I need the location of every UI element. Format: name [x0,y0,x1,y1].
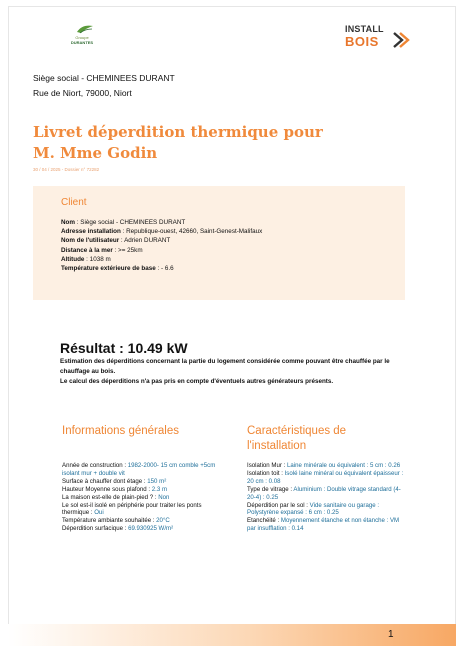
list-item: Le sol est-il isolé en périphérie pour traiter les ponts thermique : Oui [62,501,202,517]
logo-left-line1: Groupe [75,35,89,40]
client-row: Adresse installation : Republique-ouest, 42660, Saint-Genest-Malifaux [61,228,263,236]
list-item: Type de vitrage : Aluminium : Double vitrage standard (4-20-4) : 0.25 [247,485,401,501]
company-name: Siège social - CHEMINEES DURANT [33,73,175,83]
list-item: Hauteur Moyenne sous plafond : 2.3 m [62,485,168,493]
client-heading: Client [61,197,87,208]
list-item: Déperdition par le sol : Vide sanitaire ou garage : Polystyrène expansé : 6 cm : 0.25 [247,501,380,517]
list-item: Isolation Mur : Laine minérale ou équivalent : 5 cm : 0.26 [247,462,401,469]
list-item: Température ambiante souhaitée : 20°C [62,517,170,525]
result-description [60,357,390,387]
characteristics-heading-line2: l'installation [247,440,307,452]
list-item: Isolation toit : Isolé laine minéral ou équivalent épaisseur : 20 cm : 0.08 [247,469,404,485]
page [8,6,456,646]
client-row: Nom : Siège social - CHEMINEES DURANT [61,219,186,226]
page-number: 1 [388,629,394,640]
client-row: Altitude : 1038 m [61,255,111,263]
logo-right-line1: INSTALL [345,24,384,34]
company-address: Rue de Niort, 79000, Niort [33,88,132,98]
logo-left-line2: DURANTES [70,40,94,45]
general-info-list [62,462,227,533]
client-row: Nom de l'utilisateur : Adrien DURANT [61,237,171,245]
characteristics-heading [247,424,397,454]
flame-chevron-icon [391,31,411,49]
client-row: Distance à la mer : >= 25km [61,246,143,254]
result-line1: Estimation des déperditions concernant la partie du logement considérée comme pouvant être chauffée par le chauffage au bois. [60,358,390,375]
result-line2: Le calcul des déperditions n'a pas pris en compte d'éventuels autres générateurs présents. [60,378,334,385]
document-meta: 30 / 04 / 2025 - Dossier n° 72282 [33,167,100,172]
install-bois-logo [343,22,415,52]
list-item: Déperdition surfacique : 69.930925 W/m² [62,525,174,533]
leaf-icon [76,24,94,34]
client-details [61,218,262,273]
characteristics-heading-line1: Caractéristiques de [247,425,347,437]
document-title [33,122,333,164]
client-section [33,186,405,300]
durantes-logo [52,24,112,50]
characteristics-list [247,462,409,533]
logo-right-line2: BOIS [345,34,379,49]
document-title-line1: Livret déperdition thermique pour [33,123,323,141]
company-block [33,71,175,101]
list-item: La maison est-elle de plain-pied ? : Non [62,493,170,501]
document-title-line2: M. Mme Godin [33,144,158,162]
list-item: Surface à chauffer dont étage : 150 m² [62,477,167,485]
list-item: Etanchéité : Moyennement étanche et non étanche : VM par insufflation : 0.14 [247,517,400,533]
list-item: Année de construction : 1982-2000- 15 cm comble +5cm isolant mur + double vit [62,462,216,477]
client-row: Température extérieure de base : - 6.6 [61,265,174,273]
general-info-heading: Informations générales [62,425,179,437]
result-title: Résultat : 10.49 kW [60,340,188,356]
